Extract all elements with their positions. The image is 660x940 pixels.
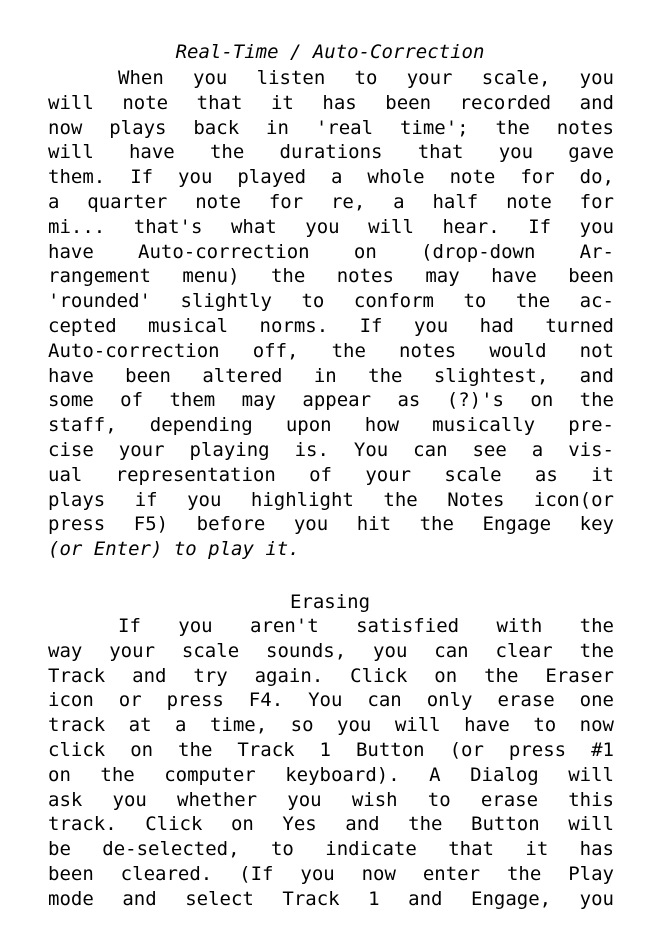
text-line: press F5) before you hit the Engage key bbox=[48, 513, 614, 536]
text-line: 'rounded' slightly to conform to the ac- bbox=[48, 290, 614, 313]
text-line: icon or press F4. You can only erase one bbox=[48, 689, 614, 712]
text-line: ual representation of your scale as it bbox=[48, 463, 614, 486]
text-line: Track and try again. Click on the Eraser bbox=[48, 664, 614, 687]
text-line: been cleared. (If you now enter the Play bbox=[48, 862, 614, 885]
text-line: will have the durations that you gave bbox=[48, 141, 614, 164]
text-line: now plays back in 'real time'; the notes bbox=[48, 116, 614, 139]
section-body-erasing bbox=[48, 614, 614, 912]
text-line: have been altered in the slightest, and bbox=[48, 364, 614, 387]
text-line: track at a time, so you will have to now bbox=[48, 714, 614, 737]
text-line: staff, depending upon how musically pre- bbox=[48, 414, 614, 437]
text-line: mi... that's what you will hear. If you bbox=[48, 215, 614, 238]
text-line: cepted musical norms. If you had turned bbox=[48, 314, 614, 337]
text-line: on the computer keyboard). A Dialog will bbox=[48, 763, 614, 786]
text-line: Auto-correction off, the notes would not bbox=[48, 339, 614, 362]
text-line: cise your playing is. You can see a vis- bbox=[48, 438, 614, 461]
text-line: will note that it has been recorded and bbox=[48, 91, 614, 114]
text-line: When you listen to your scale, you bbox=[118, 67, 614, 89]
text-line: a quarter note for re, a half note for bbox=[48, 190, 614, 213]
section-body-real-time bbox=[48, 66, 614, 562]
text-line: rangement menu) the notes may have been bbox=[48, 265, 614, 288]
text-line: track. Click on Yes and the Button will bbox=[48, 813, 614, 836]
text-line: way your scale sounds, you can clear the bbox=[48, 639, 614, 662]
text-line: some of them may appear as (?)'s on the bbox=[48, 389, 614, 412]
text-line: plays if you highlight the Notes icon(or bbox=[48, 488, 614, 511]
text-line: click on the Track 1 Button (or press #1 bbox=[48, 738, 614, 761]
text-line: be de-selected, to indicate that it has bbox=[48, 838, 614, 861]
text-line: (or Enter) to play it. bbox=[48, 538, 300, 561]
text-line: have Auto-correction on (drop-down Ar- bbox=[48, 240, 614, 263]
section-heading-real-time: Real-Time / Auto-Correction bbox=[175, 41, 485, 63]
section-heading-erasing: Erasing bbox=[289, 591, 371, 613]
text-line: them. If you played a whole note for do, bbox=[48, 166, 614, 189]
text-line: mode and select Track 1 and Engage, you bbox=[48, 887, 614, 910]
text-line: ask you whether you wish to erase this bbox=[48, 788, 614, 811]
text-line: If you aren't satisfied with the bbox=[118, 615, 614, 637]
